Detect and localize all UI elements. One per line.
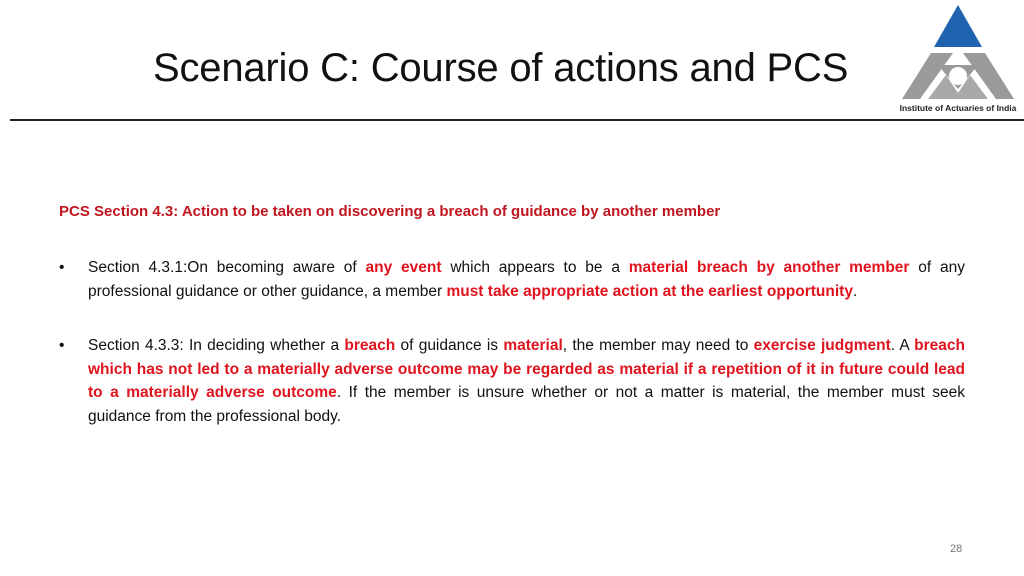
highlight-text: exercise judgment: [753, 337, 891, 354]
bullet-text: , the member may need to: [562, 337, 754, 354]
slide-title: Scenario C: Course of actions and PCS: [153, 46, 849, 90]
bullet-text: of any professional guidance or other guidance, a member: [88, 259, 965, 300]
logo-caption: Institute of Actuaries of India: [899, 103, 1017, 113]
logo-emblem-icon: [898, 3, 1018, 103]
bullet-text: which appears to be a: [441, 259, 629, 276]
institute-logo: [898, 3, 1018, 119]
highlight-text: breach which has not led to a materially adverse outcome may be regarded as material if a repetition of it in future could lead to a materially adverse outcome: [88, 337, 966, 401]
bullet-icon: •: [59, 259, 65, 276]
bullet-text: of guidance is: [395, 337, 504, 354]
highlight-text: any event: [365, 259, 442, 276]
bullet-item-4-3-1: [59, 256, 965, 303]
bullet-item-4-3-3: [59, 334, 965, 428]
bullet-text: Section 4.3.1:On becoming aware of: [88, 259, 366, 276]
bullet-text: . If the member is unsure whether or not a matter is material, the member must seek guidance from the professional body.: [88, 384, 966, 425]
bullet-icon: •: [59, 337, 65, 354]
page-number: 28: [950, 543, 963, 555]
bullet-list: [59, 256, 965, 428]
section-heading: PCS Section 4.3: Action to be taken on discovering a breach of guidance by another member: [59, 203, 721, 220]
highlight-text: material: [503, 337, 563, 354]
highlight-text: breach: [344, 337, 396, 354]
title-divider: [10, 119, 1024, 121]
bullet-text: . A: [890, 337, 915, 354]
highlight-text: must take appropriate action at the earliest opportunity: [446, 282, 853, 300]
bullet-text: Section 4.3.3: In deciding whether a: [88, 337, 345, 354]
bullet-text: .: [852, 282, 858, 300]
highlight-text: material breach by another member: [628, 259, 910, 276]
